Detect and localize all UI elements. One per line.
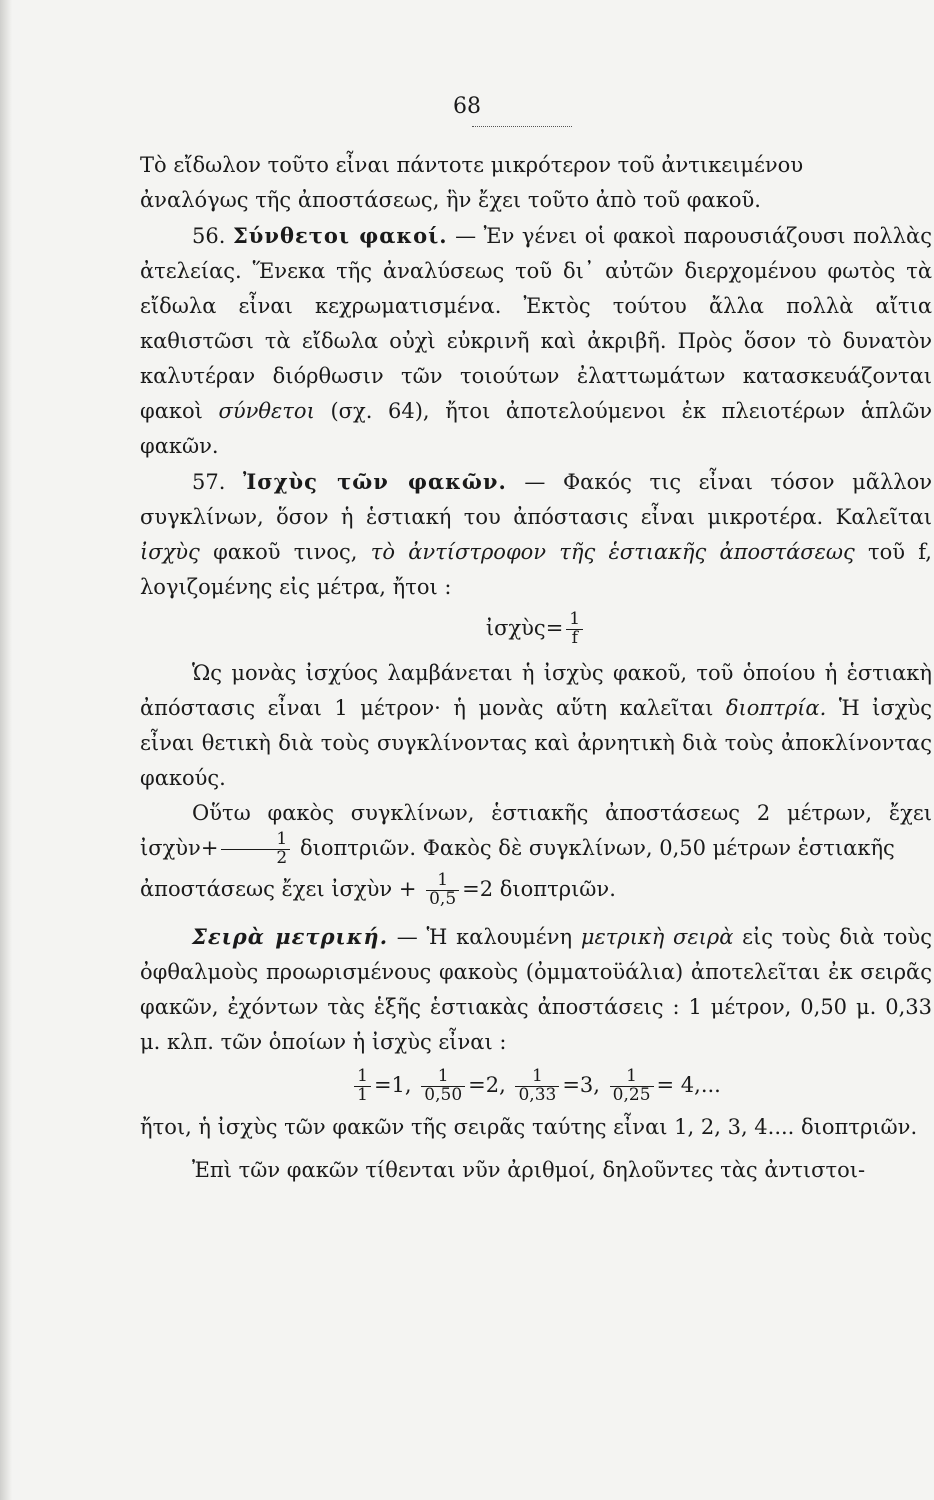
section-57-text-a: — Φακός τις εἶναι τόσον μᾶλλον συγκλίνων, ὅσον ἡ ἑστιακή του ἀπόστασις εἶναι μικροτέρα. Καλεῖται: [140, 470, 932, 529]
series-fraction-3: [515, 1065, 559, 1105]
section-57: [140, 464, 932, 605]
fraction-numerator: 1: [354, 1068, 371, 1087]
section-57-term: ἰσχὺς: [140, 540, 200, 564]
paragraph-unit-text-b: Ἡ ἰσχὺς εἶναι θετικὴ διὰ τοὺς συγκλίνοντας καὶ ἀρνητικὴ διὰ τοὺς ἀποκλίνοντας φακούς.: [140, 695, 932, 790]
fraction-denominator: 0,25: [612, 1084, 651, 1105]
series-result-4: = 4,...: [656, 1072, 721, 1097]
intro-line-1: Τὸ εἴδωλον τοῦτο εἶναι πάντοτε μικρότερον τοῦ ἀντικειμένου: [140, 153, 804, 177]
metric-series-text-a: — Ἡ καλουμένη: [396, 924, 573, 949]
paragraph-unit-text-a: Ὡς μονὰς ἰσχύος λαμβάνεται ἡ ἰσχὺς φακοῦ, τοῦ ὁποίου ἡ ἑστιακὴ ἀπόστασις εἶναι 1 μέτρον· ἡ μονὰς αὕτη καλεῖται: [140, 660, 932, 720]
section-56-title: Σύνθετοι φακοί.: [232, 223, 448, 248]
paragraph-unit: [140, 656, 932, 796]
fraction-denominator: 2: [276, 847, 288, 868]
section-57-term-2: τὸ ἀντίστροφον τῆς ἑστιακῆς ἀποστάσεως: [370, 540, 855, 564]
series-result-3: =3,: [562, 1072, 600, 1097]
section-56: [140, 218, 932, 464]
fraction-denominator: 0,33: [518, 1084, 557, 1105]
fraction-denominator: 0,50: [424, 1084, 463, 1105]
page-number: 68: [453, 94, 481, 119]
paragraph-unit-term: διοπτρία.: [725, 695, 827, 720]
intro-line-2: ἀναλόγως τῆς ἀποστάσεως, ἣν ἔχει τοῦτο ἀπὸ τοῦ φακοῦ.: [140, 188, 761, 212]
series-fraction-2: [421, 1065, 465, 1105]
paragraph-intro: [140, 148, 932, 218]
fraction-numerator: 1: [421, 1068, 465, 1087]
series-fraction-1: [354, 1065, 371, 1105]
paragraph-example-text-a: Οὕτω φακὸς συγκλίνων, ἑστιακῆς ἀποστάσεως 2 μέτρων, ἔχει ἰσχὺν+: [140, 800, 932, 860]
section-57-text-c: τοῦ f, λογιζομένης εἰς μέτρα, ἤτοι :: [140, 540, 932, 599]
fraction-denominator: 0,5: [429, 888, 457, 909]
fraction-denominator: f: [571, 628, 578, 648]
equation-power-fraction: [566, 611, 583, 648]
section-56-text-a: — Ἐν γένει οἱ φακοὶ παρουσιάζουσι πολλὰς ἀτελείας. Ἕνεκα τῆς ἀναλύσεως τοῦ δι᾽ αὐτῶν διερχομένου φωτὸς τὰ εἴδωλα εἶναι κεχρωματισμένα. Ἐκτὸς τούτου ἄλλα πολλὰ αἴτια καθιστῶσι τὰ εἴδωλα οὐχὶ εὐκρινῆ καὶ ἀκριβῆ. Πρὸς ὅσον τὸ δυνατὸν καλυτέραν διόρθωσιν τῶν τοιούτων ἐλαττωμάτων κατασκευάζονται φακοὶ: [140, 224, 932, 423]
series-result-2: =2,: [468, 1072, 506, 1097]
paragraph-final: Ἐπὶ τῶν φακῶν τίθενται νῦν ἀριθμοί, δηλοῦντες τὰς ἀντιστοι-: [192, 1158, 866, 1183]
series-result-1: =1,: [373, 1072, 412, 1097]
page-number-rule: [472, 126, 572, 127]
paragraph-example: [140, 796, 932, 868]
paragraph-metric-series: [140, 919, 932, 1060]
section-56-term: σύνθετοι: [218, 399, 315, 423]
fraction-numerator: 1: [221, 831, 290, 850]
section-57-title: Ἰσχὺς τῶν φακῶν.: [243, 469, 507, 494]
fraction-numerator: 1: [426, 872, 459, 891]
paragraph-example-text-b: διοπτριῶν. Φακὸς δὲ συγκλίνων, 0,50 μέτρων ἑστιακῆς: [299, 835, 895, 860]
paragraph-example-line-2: [140, 869, 932, 909]
equation-series: [140, 1065, 932, 1105]
section-56-text-b: (σχ. 64), ἤτοι ἀποτελούμενοι ἐκ πλειοτέρων ἁπλῶν φακῶν.: [140, 399, 932, 458]
fraction-numerator: 1: [515, 1068, 559, 1087]
example-fraction-1: [221, 831, 290, 868]
section-57-text-b: φακοῦ τινος,: [213, 540, 358, 564]
paragraph-example-line-2-b: =2 διοπτριῶν.: [462, 876, 616, 901]
equation-power: [140, 611, 932, 648]
metric-series-text-b: εἰς τοὺς διὰ τοὺς ὀφθαλμοὺς προωρισμένους φακοὺς (ὀμματοϋάλια) ἀποτελεῖται ἐκ σειρᾶς φακῶν, ἐχόντων τὰς ἑξῆς ἑστιακὰς ἀποστάσεις : 1 μέτρον, 0,50 μ. 0,33 μ. κλπ. τῶν ὁποίων ἡ ἰσχὺς εἶναι :: [140, 924, 932, 1054]
fraction-denominator: 1: [357, 1084, 368, 1105]
series-fraction-4: [610, 1065, 654, 1105]
fraction-numerator: 1: [610, 1068, 654, 1087]
metric-series-term: μετρικὴ σειρὰ: [580, 924, 734, 949]
paragraph-example-line-2-a: ἀποστάσεως ἔχει ἰσχὺν +: [140, 876, 417, 901]
equation-power-left: ἰσχὺς=: [485, 616, 564, 640]
page-edge-shadow: [0, 0, 12, 1500]
section-57-number: 57.: [192, 470, 226, 494]
paragraph-series-result: ἤτοι, ἡ ἰσχὺς τῶν φακῶν τῆς σειρᾶς ταύτης εἶναι 1, 2, 3, 4.... διοπτριῶν.: [140, 1115, 918, 1140]
metric-series-title: Σειρὰ μετρική.: [192, 923, 389, 949]
example-fraction-2: [426, 869, 459, 909]
page-body: [140, 148, 932, 1188]
section-56-number: 56.: [192, 224, 226, 248]
fraction-numerator: 1: [566, 611, 583, 630]
